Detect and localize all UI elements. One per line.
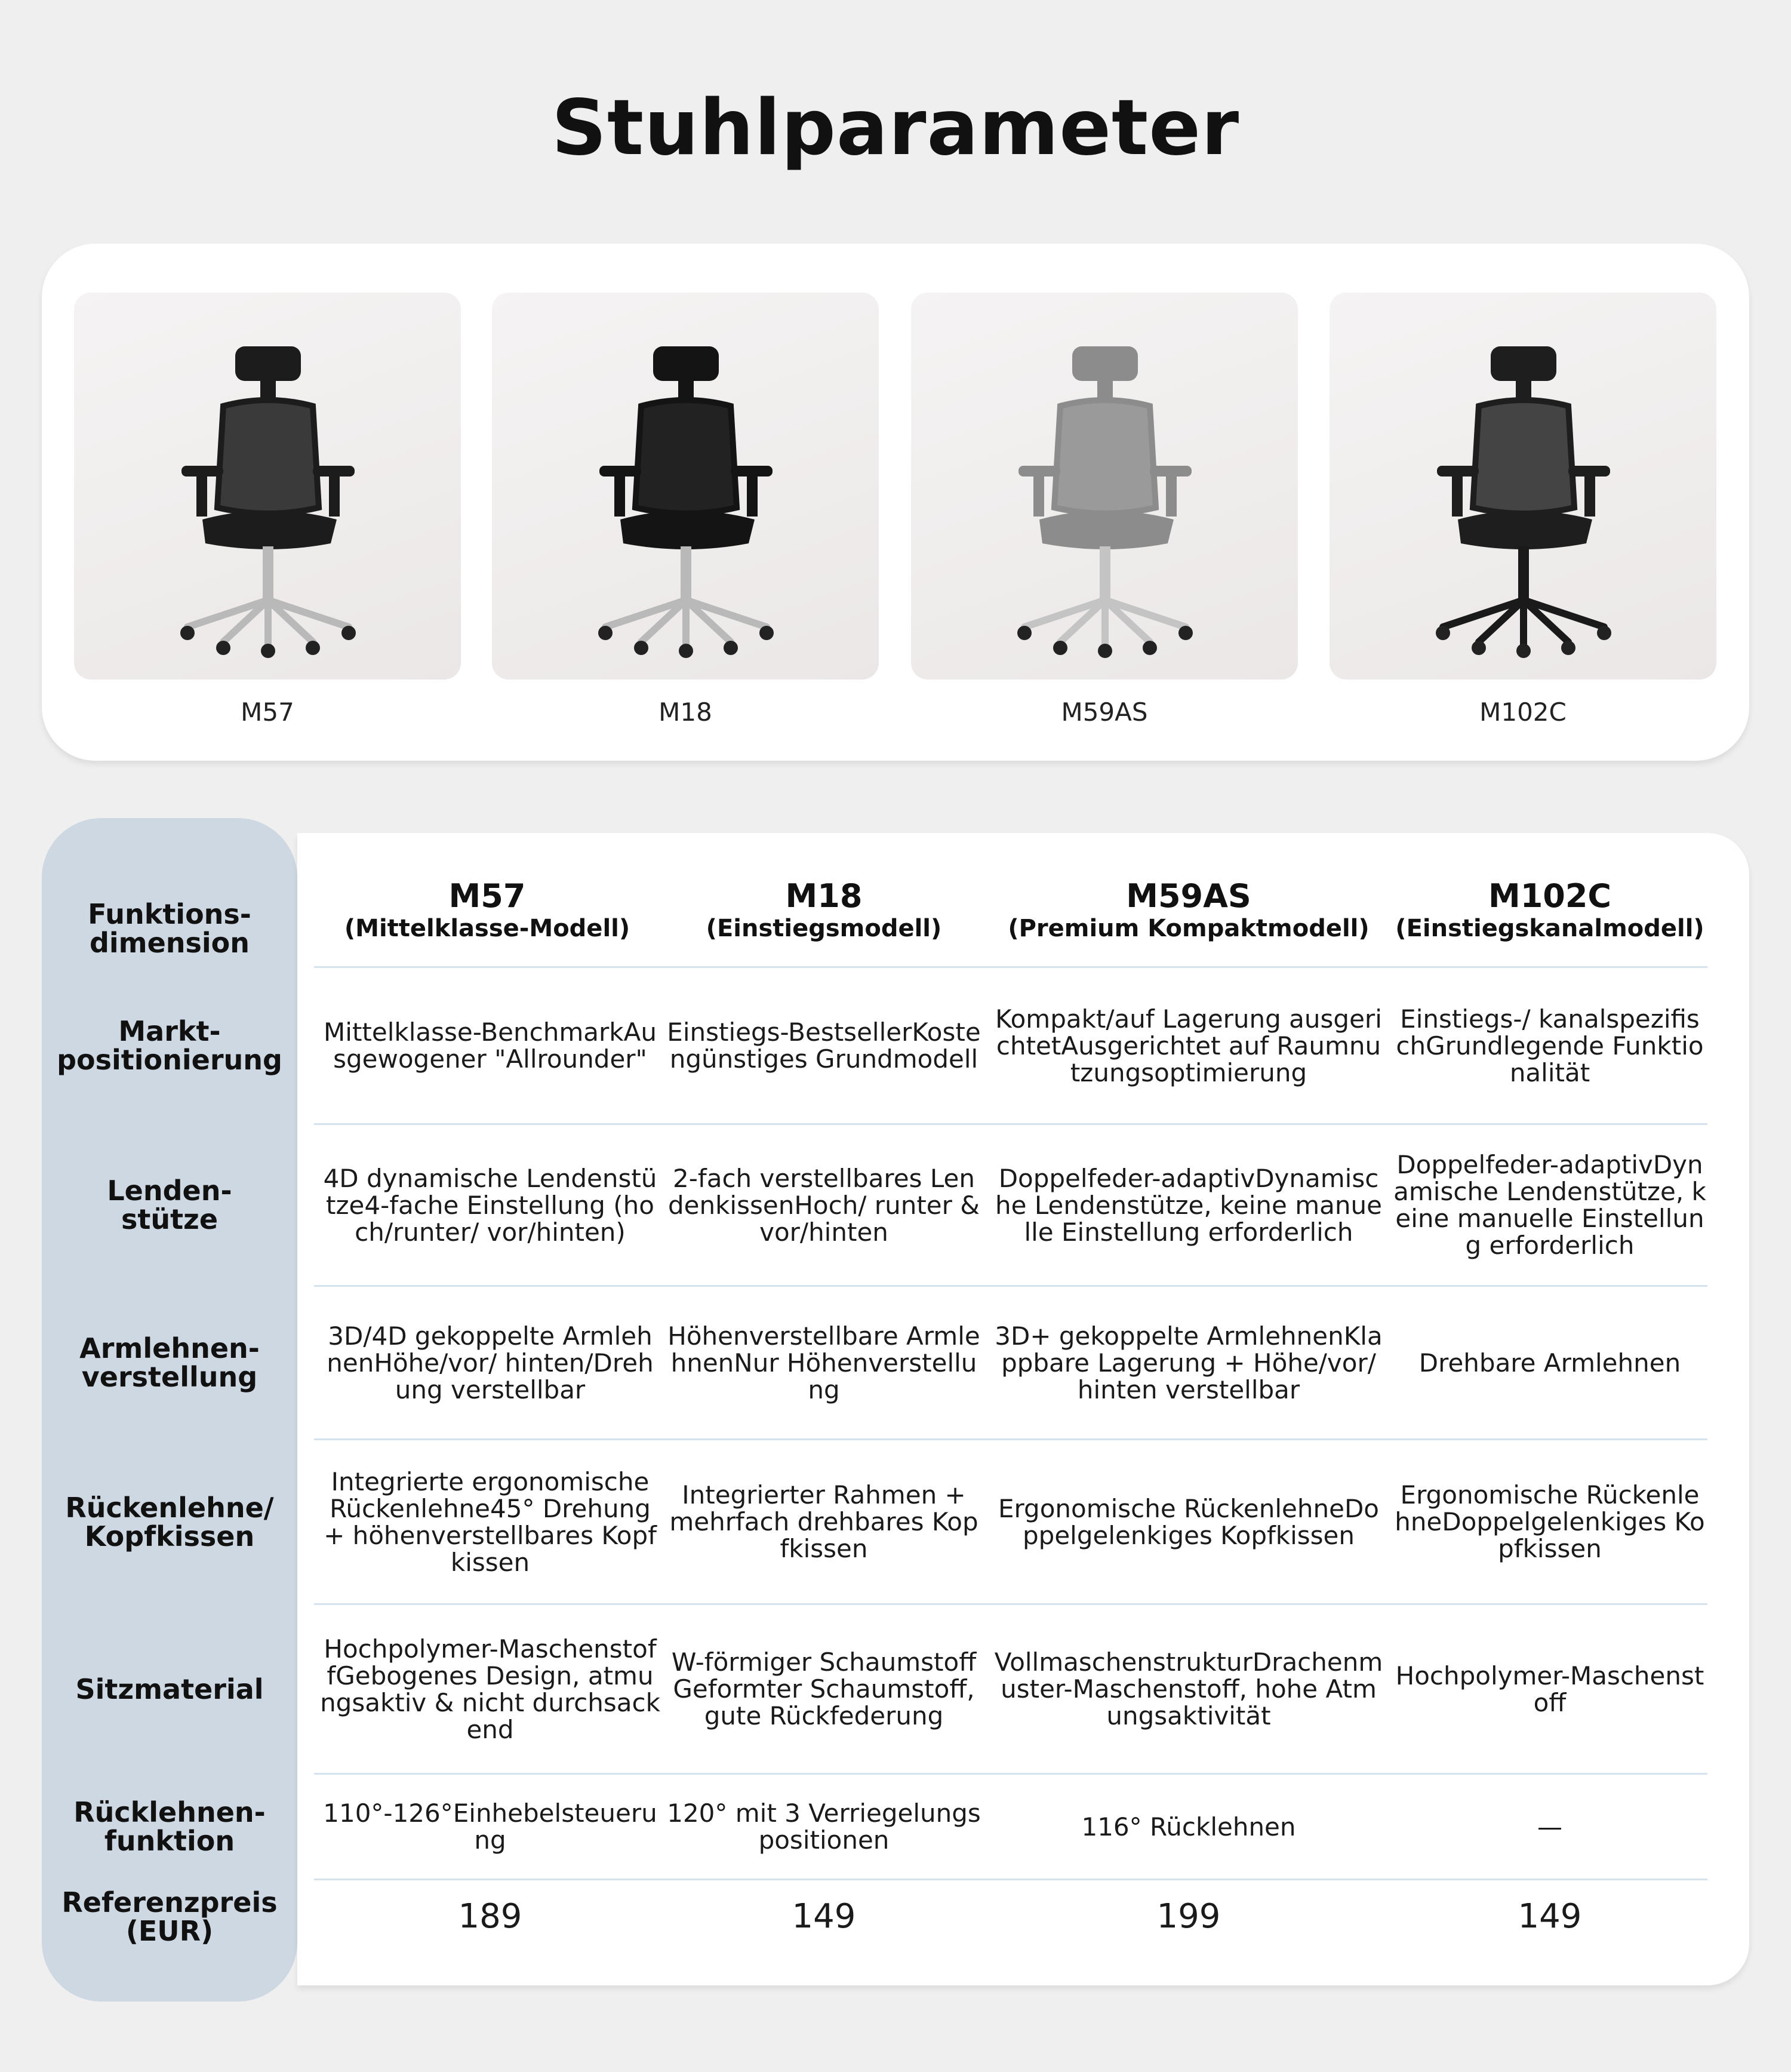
chair-icon <box>911 293 1298 680</box>
cell-market-positioning-m102c: Einstiegs-/ kanalspezifischGrundlegende Funktionalität <box>1396 1004 1704 1087</box>
chair-photo-m18 <box>492 293 879 680</box>
cell-armrest-adjustment-m57: 3D/4D gekoppelte ArmlehnenHöhe/vor/ hinten/Drehung verstellbar <box>327 1321 654 1404</box>
row-label-recline-function: Rücklehnen- funktion <box>73 1796 266 1857</box>
product-m18[interactable] <box>492 293 879 727</box>
cell-lumbar-support-m102c: Doppelfeder-adaptivDynamische Lendenstütze, keine manuelle Einstellung erforderlich <box>1393 1150 1706 1260</box>
product-label: M102C <box>1479 697 1567 727</box>
row-label-dimension: Funktions- dimension <box>88 898 251 959</box>
column-header-m59as: M59AS (Premium Kompaktmodell) <box>1008 877 1370 942</box>
cell-recline-function-m18: 120° mit 3 Verriegelungspositionen <box>667 1799 981 1855</box>
cell-armrest-adjustment-m102c: Drehbare Armlehnen <box>1418 1348 1681 1378</box>
row-label-armrest-adjustment: Armlehnen- verstellung <box>79 1332 260 1393</box>
row-label-reference-price: Referenzpreis (EUR) <box>61 1886 278 1947</box>
product-m102c[interactable] <box>1330 293 1716 727</box>
row-label-backrest-headrest: Rückenlehne/ Kopfkissen <box>65 1491 274 1553</box>
product-m57[interactable] <box>74 293 461 727</box>
cell-seat-material-m102c: Hochpolymer-Maschenstoff <box>1395 1661 1704 1717</box>
chair-icon <box>74 293 461 680</box>
cell-lumbar-support-m59as: Doppelfeder-adaptivDynamische Lendenstütze, keine manuelle Einstellung erforderlich <box>995 1163 1382 1247</box>
cell-recline-function-m57: 110°-126°Einhebelsteuerung <box>323 1799 657 1855</box>
page-title: Stuhlparameter <box>551 84 1240 173</box>
product-gallery <box>42 244 1749 761</box>
cell-reference-price-m57: 189 <box>458 1897 522 1936</box>
chair-photo-m57 <box>74 293 461 680</box>
cell-reference-price-m59as: 199 <box>1156 1897 1221 1936</box>
chair-photo-m102c <box>1330 293 1716 680</box>
cell-backrest-headrest-m102c: Ergonomische RückenlehneDoppelgelenkiges Kopfkissen <box>1395 1480 1705 1563</box>
cell-seat-material-m59as: VollmaschenstrukturDrachenmuster-Maschenstoff, hohe Atmungsaktivität <box>994 1647 1383 1730</box>
cell-lumbar-support-m18: 2-fach verstellbares LendenkissenHoch/ runter & vor/hinten <box>667 1163 980 1247</box>
cell-lumbar-support-m57: 4D dynamische Lendenstütze4-fache Einstellung (hoch/runter/ vor/hinten) <box>323 1163 657 1247</box>
cell-market-positioning-m18: Einstiegs-BestsellerKostengünstiges Grundmodell <box>667 1017 981 1074</box>
chair-icon <box>1330 293 1716 680</box>
row-label-seat-material: Sitzmaterial <box>75 1673 264 1705</box>
chair-photo-m59as <box>911 293 1298 680</box>
product-label: M57 <box>241 697 294 727</box>
cell-recline-function-m59as: 116° Rücklehnen <box>1081 1812 1296 1842</box>
column-header-m102c: M102C (Einstiegskanalmodell) <box>1395 877 1704 942</box>
cell-reference-price-m18: 149 <box>792 1897 856 1936</box>
product-m59as[interactable] <box>911 293 1298 727</box>
cell-market-positioning-m59as: Kompakt/auf Lagerung ausgerichtetAusgerichtet auf Raumnutzungsoptimierung <box>995 1004 1382 1087</box>
row-label-market-positioning: Markt- positionierung <box>57 1015 282 1076</box>
product-label: M59AS <box>1061 697 1148 727</box>
column-header-m57: M57 (Mittelklasse-Modell) <box>344 877 630 942</box>
chair-icon <box>492 293 879 680</box>
cell-backrest-headrest-m59as: Ergonomische RückenlehneDoppelgelenkiges Kopfkissen <box>998 1493 1380 1550</box>
product-label: M18 <box>658 697 712 727</box>
cell-backrest-headrest-m57: Integrierte ergonomische Rückenlehne45° Drehung + höhenverstellbares Kopfkissen <box>324 1467 657 1577</box>
cell-reference-price-m102c: 149 <box>1518 1897 1582 1936</box>
cell-backrest-headrest-m18: Integrierter Rahmen + mehrfach drehbares Kopfkissen <box>669 1480 978 1563</box>
cell-seat-material-m18: W-förmiger SchaumstoffGeformter Schaumstoff, gute Rückfederung <box>671 1647 977 1730</box>
cell-recline-function-m102c: — <box>1537 1812 1562 1842</box>
row-label-lumbar-support: Lenden- stütze <box>107 1175 232 1235</box>
cell-market-positioning-m57: Mittelklasse-BenchmarkAusgewogener "Allrounder" <box>324 1017 657 1074</box>
cell-armrest-adjustment-m59as: 3D+ gekoppelte ArmlehnenKlappbare Lagerung + Höhe/vor/hinten verstellbar <box>995 1321 1383 1404</box>
cell-armrest-adjustment-m18: Höhenverstellbare ArmlehnenNur Höhenverstellung <box>667 1321 980 1404</box>
column-header-m18: M18 (Einstiegsmodell) <box>706 877 942 942</box>
cell-seat-material-m57: Hochpolymer-MaschenstoffGebogenes Design, atmungsaktiv & nicht durchsackend <box>320 1634 660 1744</box>
